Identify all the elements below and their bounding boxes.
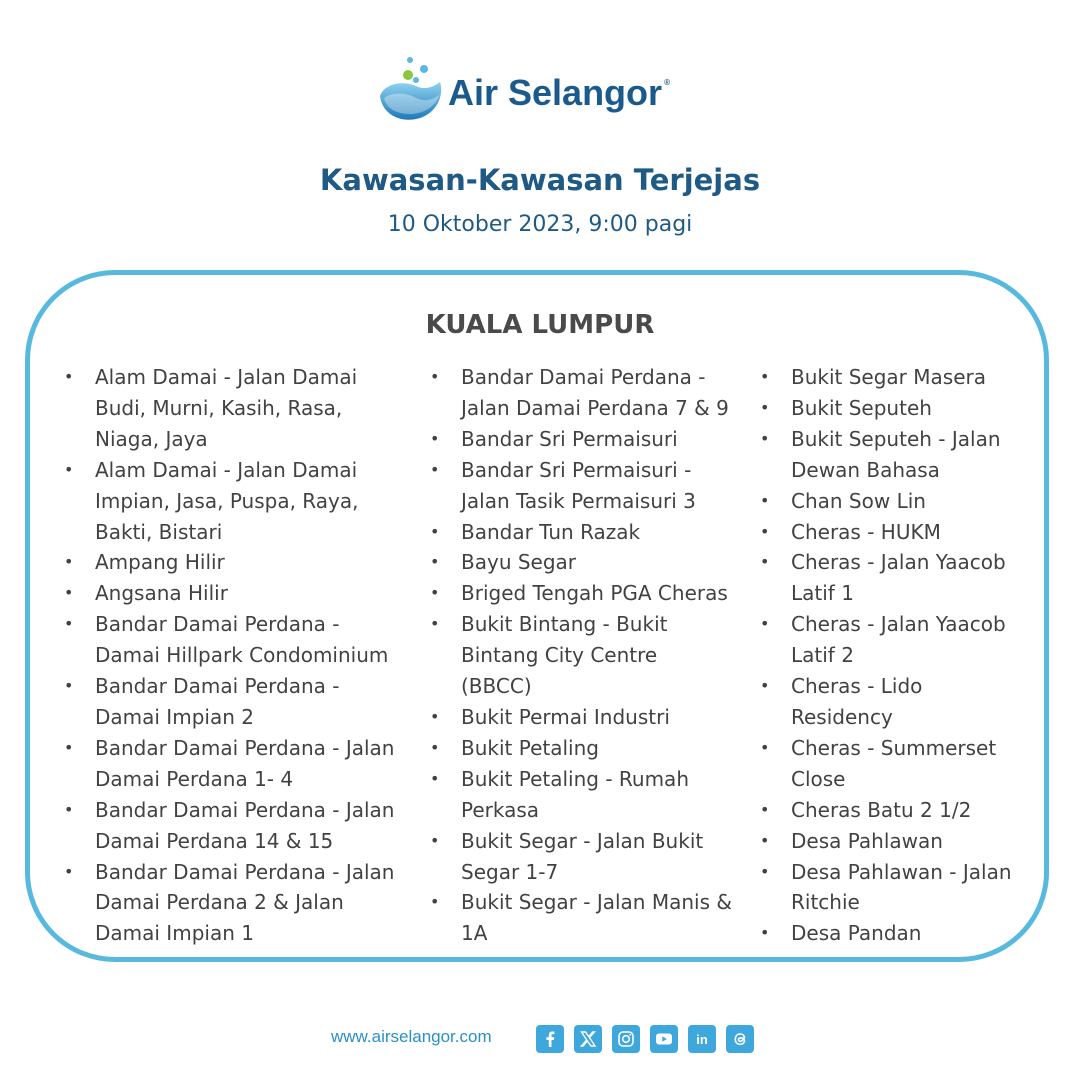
area-name: Bandar Damai Perdana - Damai Hillpark Condominium — [95, 612, 389, 668]
area-name: Chan Sow Lin — [791, 488, 926, 513]
area-list-item — [758, 362, 1038, 393]
area-list-item — [428, 702, 746, 733]
area-name: Desa Pandan — [791, 921, 922, 946]
area-name: Bukit Seputeh — [791, 395, 932, 420]
area-name: Bukit Permai Industri — [461, 704, 670, 729]
area-name: Bandar Sri Permaisuri - Jalan Tasik Permaisuri 3 — [461, 457, 696, 513]
area-list-item — [428, 609, 746, 702]
linkedin-icon[interactable] — [688, 1025, 716, 1053]
area-name: Desa Pahlawan - Jalan Ritchie — [791, 859, 1012, 915]
area-name: Bukit Segar - Jalan Manis & 1A — [461, 890, 732, 946]
area-list-item — [428, 424, 746, 455]
air-selangor-logo — [376, 50, 716, 130]
brand-wordmark — [448, 72, 670, 114]
area-list-item — [428, 887, 746, 949]
area-name: Bandar Sri Permaisuri — [461, 426, 678, 451]
region-heading: KUALA LUMPUR — [425, 310, 655, 340]
area-name: Angsana Hilir — [95, 581, 228, 606]
area-name: Briged Tengah PGA Cheras — [461, 581, 728, 606]
water-drop-icon — [376, 50, 448, 130]
area-list-item — [758, 547, 1038, 609]
area-list-item — [428, 764, 746, 826]
svg-text:in: in — [696, 1032, 708, 1047]
area-name: Bayu Segar — [461, 550, 577, 575]
area-name: Cheras - Summerset Close — [791, 735, 997, 791]
area-list-item — [62, 795, 412, 857]
area-name: Cheras - Jalan Yaacob Latif 2 — [791, 612, 1006, 668]
page-title: Kawasan-Kawasan Terjejas — [319, 163, 761, 197]
area-list-item — [758, 733, 1038, 795]
area-name: Cheras Batu 2 1/2 — [791, 797, 972, 822]
area-list-item — [758, 857, 1038, 919]
area-list-column-1 — [62, 362, 412, 949]
area-name: Bukit Segar - Jalan Bukit Segar 1-7 — [461, 828, 704, 884]
x-icon[interactable] — [574, 1025, 602, 1053]
area-list-item — [62, 578, 412, 609]
area-name: Bukit Petaling — [461, 735, 599, 760]
youtube-icon[interactable] — [650, 1025, 678, 1053]
website-link[interactable]: www.airselangor.com — [331, 1027, 492, 1046]
area-name: Bandar Damai Perdana - Jalan Damai Perdana 1- 4 — [95, 735, 395, 791]
area-list-item — [62, 362, 412, 455]
area-name: Cheras - Jalan Yaacob Latif 1 — [791, 550, 1006, 606]
area-name: Cheras - Lido Residency — [791, 674, 923, 729]
area-list-item — [428, 826, 746, 888]
area-list-item — [758, 609, 1038, 671]
area-name: Bukit Bintang - Bukit Bintang City Centre (BBCC) — [461, 612, 668, 699]
area-list-item — [428, 362, 746, 424]
area-list-item — [62, 733, 412, 795]
area-list-item — [428, 547, 746, 578]
area-name: Bandar Damai Perdana - Jalan Damai Perdana 14 & 15 — [95, 797, 395, 853]
instagram-icon[interactable] — [612, 1025, 640, 1053]
area-list-item — [62, 671, 412, 733]
area-list-column-3 — [758, 362, 1038, 949]
area-list-item — [758, 517, 1038, 548]
area-name: Bandar Damai Perdana - Damai Impian 2 — [95, 674, 340, 729]
area-list-item — [758, 486, 1038, 517]
area-list-item — [758, 671, 1038, 733]
area-name: Bukit Segar Masera — [791, 365, 986, 389]
area-name: Alam Damai - Jalan Damai Impian, Jasa, Puspa, Raya, Bakti, Bistari — [95, 457, 359, 544]
area-list-item — [758, 424, 1038, 486]
area-list-item — [62, 609, 412, 671]
area-name: Ampang Hilir — [95, 550, 225, 575]
area-name: Alam Damai - Jalan Damai Budi, Murni, Kasih, Rasa, Niaga, Jaya — [95, 365, 358, 451]
area-list-item — [758, 918, 1038, 949]
facebook-icon[interactable] — [536, 1025, 564, 1053]
area-name: Bukit Seputeh - Jalan Dewan Bahasa — [791, 426, 1001, 482]
area-name: Bandar Damai Perdana - Jalan Damai Perdana 2 & Jalan Damai Impian 1 — [95, 859, 395, 946]
area-name: Desa Pahlawan — [791, 828, 943, 853]
area-list-item — [758, 826, 1038, 857]
area-name: Bandar Damai Perdana - Jalan Damai Perdana 7 & 9 — [461, 365, 729, 420]
threads-icon[interactable] — [726, 1025, 754, 1053]
area-list-item — [62, 547, 412, 578]
date-time: 10 Oktober 2023, 9:00 pagi — [387, 212, 693, 237]
area-list-item — [428, 733, 746, 764]
area-list-item — [428, 455, 746, 517]
area-list-column-2 — [428, 362, 746, 949]
brand-name: Air Selangor — [448, 72, 663, 113]
area-list-item — [758, 393, 1038, 424]
area-name: Bukit Petaling - Rumah Perkasa — [461, 766, 689, 822]
area-name: Cheras - HUKM — [791, 519, 941, 544]
area-list-item — [428, 578, 746, 609]
area-list-item — [758, 795, 1038, 826]
registered-mark: ® — [664, 78, 670, 87]
area-list-item — [62, 455, 412, 548]
area-name: Bandar Tun Razak — [461, 519, 641, 544]
area-list-item — [62, 857, 412, 950]
area-list-item — [428, 517, 746, 548]
